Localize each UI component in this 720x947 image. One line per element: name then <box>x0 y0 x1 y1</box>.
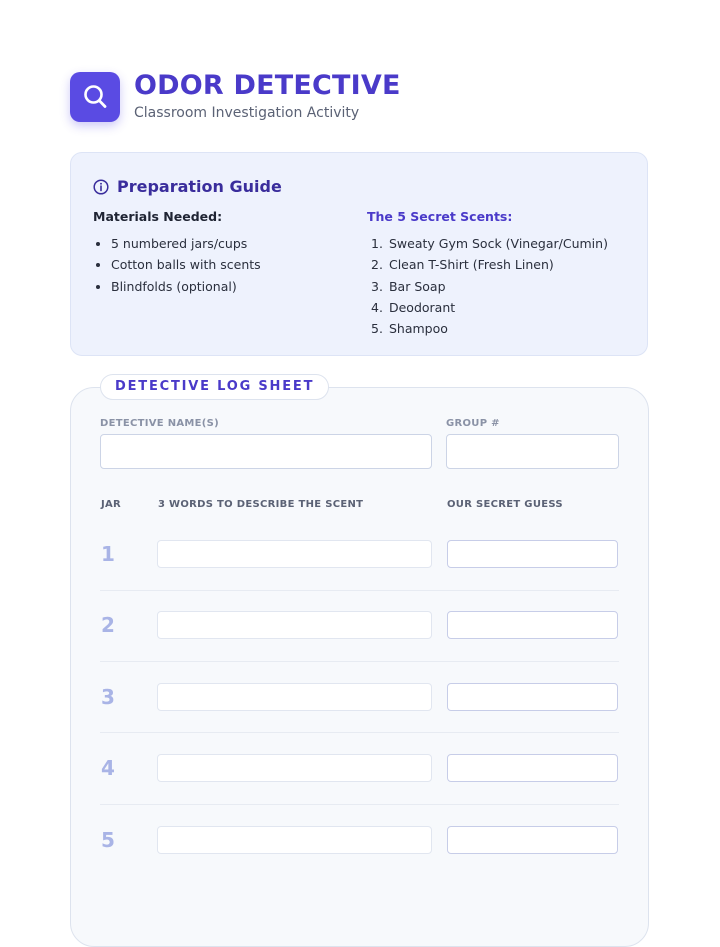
secret-guess-field[interactable] <box>447 826 618 854</box>
materials-heading: Materials Needed: <box>93 209 223 224</box>
jar-number: 1 <box>101 542 115 566</box>
detective-name-label: DETECTIVE NAME(S) <box>100 418 220 429</box>
row-divider <box>100 661 619 662</box>
list-item: 2. Clean T-Shirt (Fresh Linen) <box>371 257 554 273</box>
preparation-guide-panel <box>70 152 648 356</box>
scent-description-field[interactable] <box>157 826 432 854</box>
jar-number: 5 <box>101 828 115 852</box>
page-subtitle: Classroom Investigation Activity <box>134 105 360 121</box>
row-divider <box>100 804 619 805</box>
page-title: ODOR DETECTIVE <box>134 70 401 101</box>
secret-guess-field[interactable] <box>447 683 618 711</box>
group-number-field[interactable] <box>446 434 619 469</box>
materials-list <box>111 233 261 297</box>
list-item: 5. Shampoo <box>371 321 448 337</box>
jar-number: 2 <box>101 613 115 637</box>
detective-log-sheet <box>70 387 649 947</box>
list-item: • Cotton balls with scents <box>111 254 261 275</box>
row-divider <box>100 732 619 733</box>
scents-heading: The 5 Secret Scents: <box>367 209 513 224</box>
list-item: 3. Bar Soap <box>371 278 446 294</box>
jar-number: 4 <box>101 756 115 780</box>
search-icon <box>83 84 107 110</box>
preparation-guide-title: Preparation Guide <box>117 177 282 196</box>
detective-name-field[interactable] <box>100 434 432 469</box>
secret-guess-field[interactable] <box>447 540 618 568</box>
scent-description-field[interactable] <box>157 540 432 568</box>
scent-description-field[interactable] <box>157 754 432 782</box>
page-header <box>70 72 670 124</box>
list-item: 4. Deodorant <box>371 299 456 315</box>
scent-description-field[interactable] <box>157 683 432 711</box>
column-header-describe: 3 WORDS TO DESCRIBE THE SCENT <box>158 499 364 510</box>
list-item: • 5 numbered jars/cups <box>111 233 261 254</box>
group-number-label: GROUP # <box>446 418 500 429</box>
list-item: 1. Sweaty Gym Sock (Vinegar/Cumin) <box>371 236 608 251</box>
secret-guess-field[interactable] <box>447 754 618 782</box>
list-item: • Blindfolds (optional) <box>111 276 261 297</box>
scent-description-field[interactable] <box>157 611 432 639</box>
logo <box>70 72 120 122</box>
jar-number: 3 <box>101 685 115 709</box>
secret-guess-field[interactable] <box>447 611 618 639</box>
column-header-jar: JAR <box>101 499 122 510</box>
log-sheet-tab: DETECTIVE LOG SHEET <box>100 374 329 400</box>
scents-list <box>371 233 608 339</box>
row-divider <box>100 590 619 591</box>
column-header-guess: OUR SECRET GUESS <box>447 499 563 510</box>
preparation-guide-header <box>93 177 393 197</box>
info-icon <box>93 179 109 195</box>
